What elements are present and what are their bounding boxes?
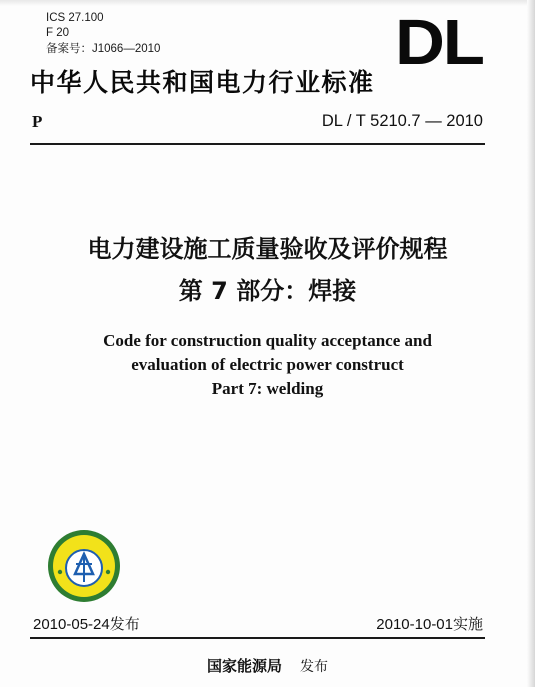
category-letter: P [32,112,43,131]
dl-logo: DL [395,6,483,78]
ics-code: ICS 27.100 [46,12,104,24]
title-en-line1: Code for construction quality acceptance and [103,331,432,350]
title-en-line2: evaluation of electric power construct [131,355,404,374]
standard-number: DL / T 5210.7 — 2010 [321,112,483,130]
seal-dot [106,570,110,574]
classification-code: F 20 [46,27,70,39]
bottom-divider [30,637,485,639]
top-divider [30,143,485,145]
title-cn-line1: 电力建设施工质量验收及评价规程 [87,235,448,263]
standard-organization: 中华人民共和国电力行业标准 [30,68,375,97]
record-number: 备案号：J1066—2010 [46,43,161,55]
title-en-line3: Part 7: welding [211,379,324,398]
seal-dot [58,570,62,574]
issuer-action: 发布 [300,659,328,675]
issuer-line [0,655,535,676]
issuer-name: 国家能源局 [206,657,282,675]
effective-date: 2010-10-01实施 [376,616,483,633]
title-cn-line2: 第 7 部分：焊接 [178,277,357,305]
publisher-seal-icon [46,528,122,604]
issue-date: 2010-05-24发布 [33,616,140,633]
